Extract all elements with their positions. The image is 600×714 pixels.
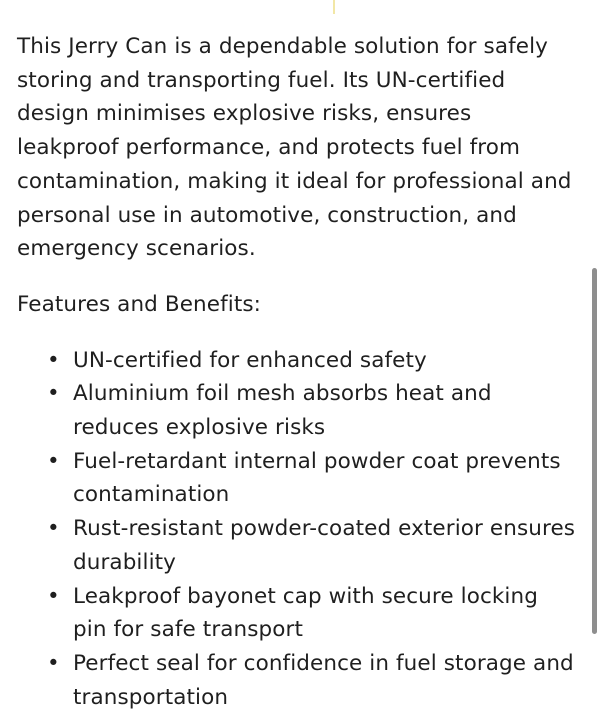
list-item: [17, 344, 577, 378]
bullet-icon: •: [47, 650, 60, 676]
features-list: [17, 344, 577, 714]
bullet-icon: •: [47, 516, 60, 542]
list-item: [17, 377, 577, 444]
list-item: [17, 512, 577, 579]
feature-text: Fuel-retardant internal powder coat prevents contamination: [73, 448, 561, 508]
feature-text: Perfect seal for confidence in fuel storage and transportation: [73, 650, 574, 710]
scrollbar-thumb[interactable]: [592, 268, 597, 634]
bullet-icon: •: [47, 448, 60, 474]
feature-text: Leakproof bayonet cap with secure locking pin for safe transport: [73, 583, 538, 643]
feature-text: UN-certified for enhanced safety: [73, 347, 427, 373]
bullet-icon: •: [47, 583, 60, 609]
text-caret-mark: [333, 0, 335, 14]
bullet-icon: •: [47, 347, 60, 373]
product-description-text: This Jerry Can is a dependable solution for safely storing and transporting fuel. Its UN-certified design minimises explosive risks, ensures leakproof performance, and protects fuel from contamination, making it ideal for professional and personal use in automotive, construction, and emergency scenarios.: [17, 34, 572, 262]
bullet-icon: •: [47, 381, 60, 407]
features-heading: Features and Benefits:: [17, 291, 262, 317]
feature-text: Aluminium foil mesh absorbs heat and reduces explosive risks: [73, 381, 492, 441]
list-item: [17, 647, 577, 714]
list-item: [17, 580, 577, 647]
feature-text: Rust-resistant powder-coated exterior ensures durability: [73, 516, 576, 575]
description-content: [17, 30, 577, 714]
list-item: [17, 445, 577, 512]
